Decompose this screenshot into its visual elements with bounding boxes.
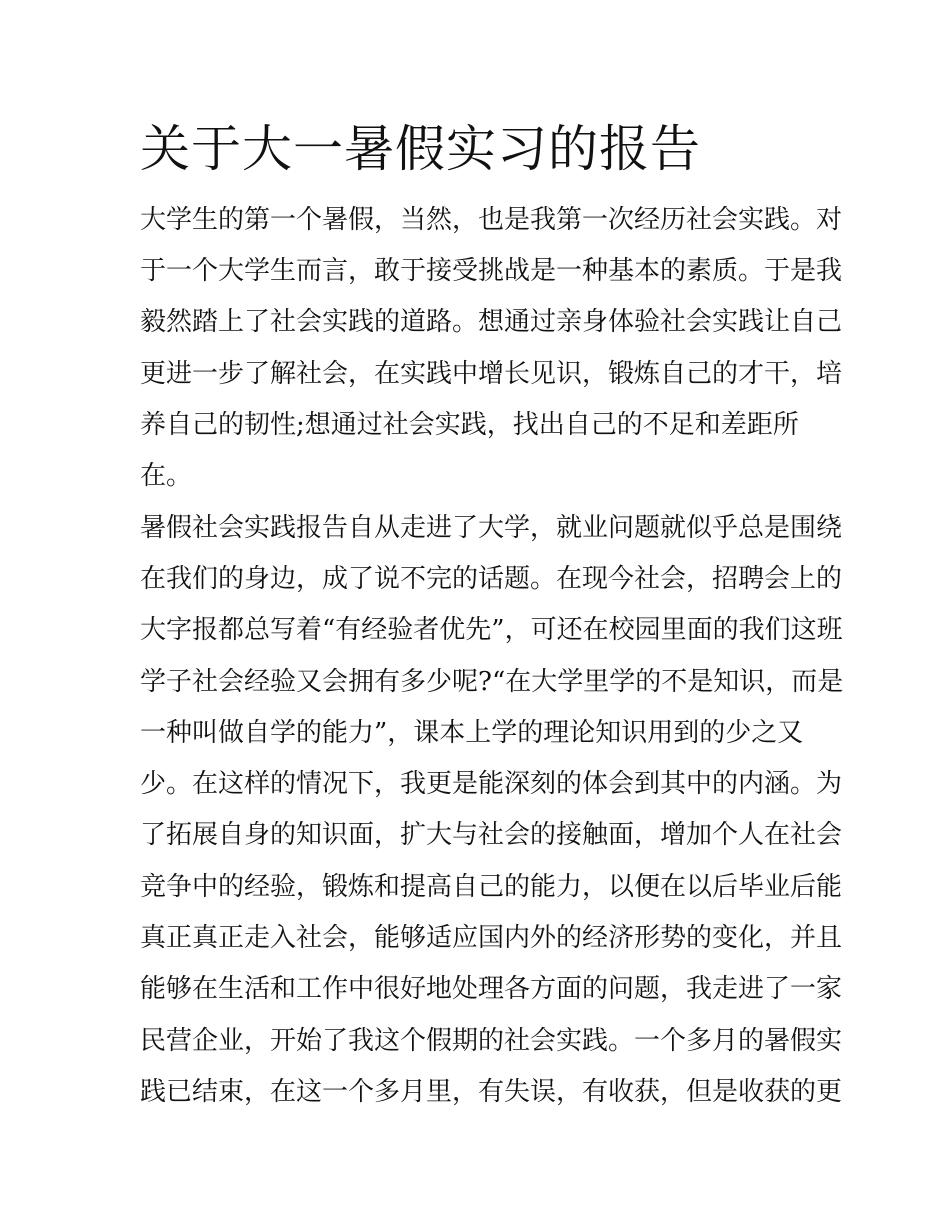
document-title: 关于大一暑假实习的报告 xyxy=(140,120,701,178)
body-line: 于一个大学生而言，敢于接受挑战是一种基本的素质。于是我 xyxy=(140,256,843,286)
body-line: 毅然踏上了社会实践的道路。想通过亲身体验社会实践让自己 xyxy=(140,307,843,337)
body-line: 践已结束，在这一个多月里，有失误，有收获，但是收获的更 xyxy=(140,1077,843,1107)
body-line: 能够在生活和工作中很好地处理各方面的问题，我走进了一家 xyxy=(140,974,843,1004)
body-line: 少。在这样的情况下，我更是能深刻的体会到其中的内涵。为 xyxy=(140,769,843,799)
body-line: 竞争中的经验，锻炼和提高自己的能力，以便在以后毕业后能 xyxy=(140,872,843,902)
body-line: 在。 xyxy=(140,461,193,491)
body-line: 了拓展自身的知识面，扩大与社会的接触面，增加个人在社会 xyxy=(140,820,843,850)
body-line: 真正真正走入社会，能够适应国内外的经济形势的变化，并且 xyxy=(140,923,843,953)
body-line: 大字报都总写着“有经验者优先”，可还在校园里面的我们这班 xyxy=(140,615,843,645)
body-line: 暑假社会实践报告自从走进了大学，就业问题就似乎总是围绕 xyxy=(140,513,843,543)
body-line: 大学生的第一个暑假，当然，也是我第一次经历社会实践。对 xyxy=(140,205,843,235)
body-line: 民营企业，开始了我这个假期的社会实践。一个多月的暑假实 xyxy=(140,1026,843,1056)
body-line: 一种叫做自学的能力”，课本上学的理论知识用到的少之又 xyxy=(140,718,804,748)
body-line: 在我们的身边，成了说不完的话题。在现今社会，招聘会上的 xyxy=(140,564,843,594)
body-line: 更进一步了解社会，在实践中增长见识，锻炼自己的才干，培 xyxy=(140,359,843,389)
body-line: 学子社会经验又会拥有多少呢?“在大学里学的不是知识，而是 xyxy=(140,667,844,697)
body-line: 养自己的韧性;想通过社会实践，找出自己的不足和差距所 xyxy=(140,410,799,440)
